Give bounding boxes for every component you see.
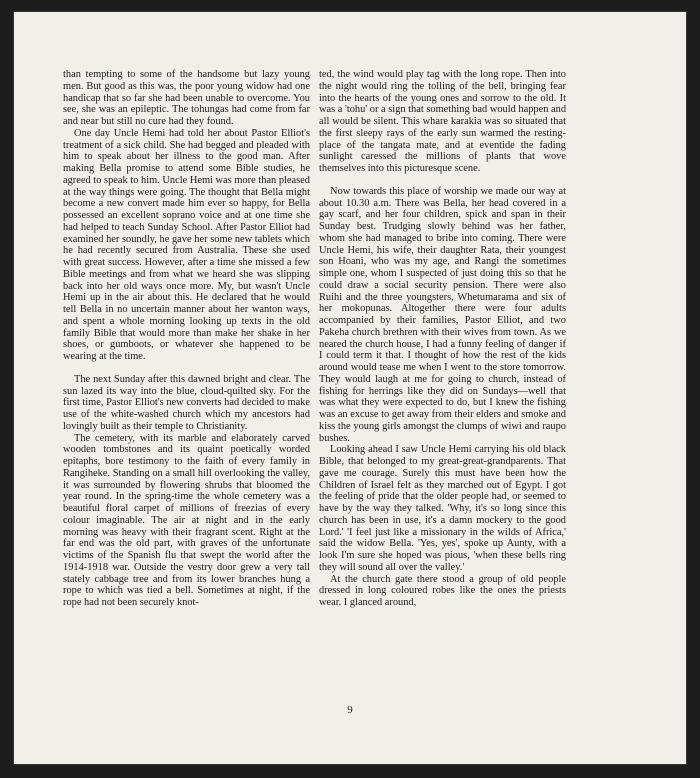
- book-page: [14, 12, 686, 764]
- paragraph: The cemetery, with its marble and elaborately carved wooden tombstones and its quaint poetically worded epitaphs, bore testimony to the faith of every family in Rangiheke. Standing on a small hill overlooking the valley, it was surrounded by flowering shrubs that bloomed the year round. In the spring-time the whole cemetery was a beautiful floral carpet of millions of freezias of every colour imaginable. The air at night and in the early morning was heavy with their fragrant scent. Right at the far end was the old part, with graves of the unfortunate victims of the Spanish flu that swept the world after the 1914-1918 war. Outside the vestry door grew a very tall stately cabbage tree and from its lower branches hung a rope to which was tied a bell. Sometimes at night, if the rope had not been securely knot-: [63, 432, 310, 608]
- paragraph: Looking ahead I saw Uncle Hemi carrying his old black Bible, that belonged to my great-great-grandparents. That gave me courage. Surely this must have been how the Children of Israel felt as they marched out of Egypt. I got the feeling of pride that the older people had, or seemed to have by the way they talked. 'Why, it's so long since this church has been in use, it's a damn mockery to the good Lord.' 'I feel just like a missionary in the wilds of Africa,' said the widow Bella. 'Yes, yes', spoke up Aunty, with a look I'm sure she hoped was pious, 'when these bells ring they will sound all over the valley.': [319, 444, 566, 573]
- paragraph: ted, the wind would play tag with the long rope. Then into the night would ring the tolling of the bell, bringing fear into the hearts of the young ones and sorrow to the old. It was a 'tohu' or a sign that something bad would happen and all would be silent. This whare karakia was so situated that the first sleepy rays of the early sun warmed the resting-place of the tangata mate, and at eventide the fading sunlight caressed the millions of plants that wove themselves into this picturesque scene.: [319, 69, 567, 174]
- left-column: [63, 69, 310, 609]
- paragraph: At the church gate there stood a group of old people dressed in long coloured robes like the ones the priests wear. I glanced around,: [319, 573, 566, 608]
- paragraph: Now towards this place of worship we made our way at about 10.30 a.m. There was Bella, her head covered in a gay scarf, and her four children, spick and span in their Sunday best. Trudging slowly behind was her father, whom she had managed to bribe into coming. There were Uncle Hemi, his wife, their daughter Rata, their youngest son Hoani, who was my age, and Rangi the sometimes simple one, whom I suspected of just doing this so that he could draw a social security pension. There were also Ruihi and the three youngsters, Whetumarama and six of her mokopunas. Altogether there were four adults accompanied by their families, Pastor Elliot, and two Pakeha church brethren with their wives from town. As we neared the church house, I had a funny feeling of danger if I could term it that. I thought of how the rest of the kids around would tease me when I went to the store tomorrow. They would laugh at me for going to church, instead of fishing for herrings like they did on Sundays—well that was what they were expected to do, but I knew the fishing was an excuse to get away from their elders and smoke and kiss the young girls amongst the clumps of wiwi and raupo bushes.: [319, 185, 566, 444]
- page-number: 9: [347, 704, 353, 716]
- paragraph: The next Sunday after this dawned bright and clear. The sun lazed its way into the blue, cloud-quilted sky. For the first time, Pastor Elliot's new converts had decided to make use of the white-washed church which my ancestors had lovingly built as their temple to Christianity.: [63, 373, 310, 432]
- paragraph: than tempting to some of the handsome but lazy young men. But good as this was, the poor young widow had one handicap that so far she had been unable to overcome. You see, she was an epileptic. The tohungas had come from far and near but still no cure had they found.: [63, 69, 310, 127]
- right-column: [319, 69, 566, 609]
- paragraph: One day Uncle Hemi had told her about Pastor Elliot's treatment of a sick child. She had begged and pleaded with him to speak about her illness to the good man. After making Bella promise to attend some Bible studies, he agreed to speak to him. Uncle Hemi was more than pleased at the way things were going. The thought that Bella might become a new convert made him ever so happy, for Bella possessed an excellent soprano voice and at one time she had helped to teach Sunday School. After Pastor Elliot had examined her soundly, he gave her some new tablets which he had recently secured from Australia. These she used with great success. However, after a time she missed a few Bible meetings and from what we heard she was slipping back into her old ways once more. My, but wasn't Uncle Hemi up in the air about this. He declared that he would tell Bella in no uncertain manner about her wanton ways, and spent a whole morning looking up texts in the old family Bible that would more than make her shake in her shoes, or gumboots, or whatever she happened to be wearing at the time.: [63, 127, 310, 362]
